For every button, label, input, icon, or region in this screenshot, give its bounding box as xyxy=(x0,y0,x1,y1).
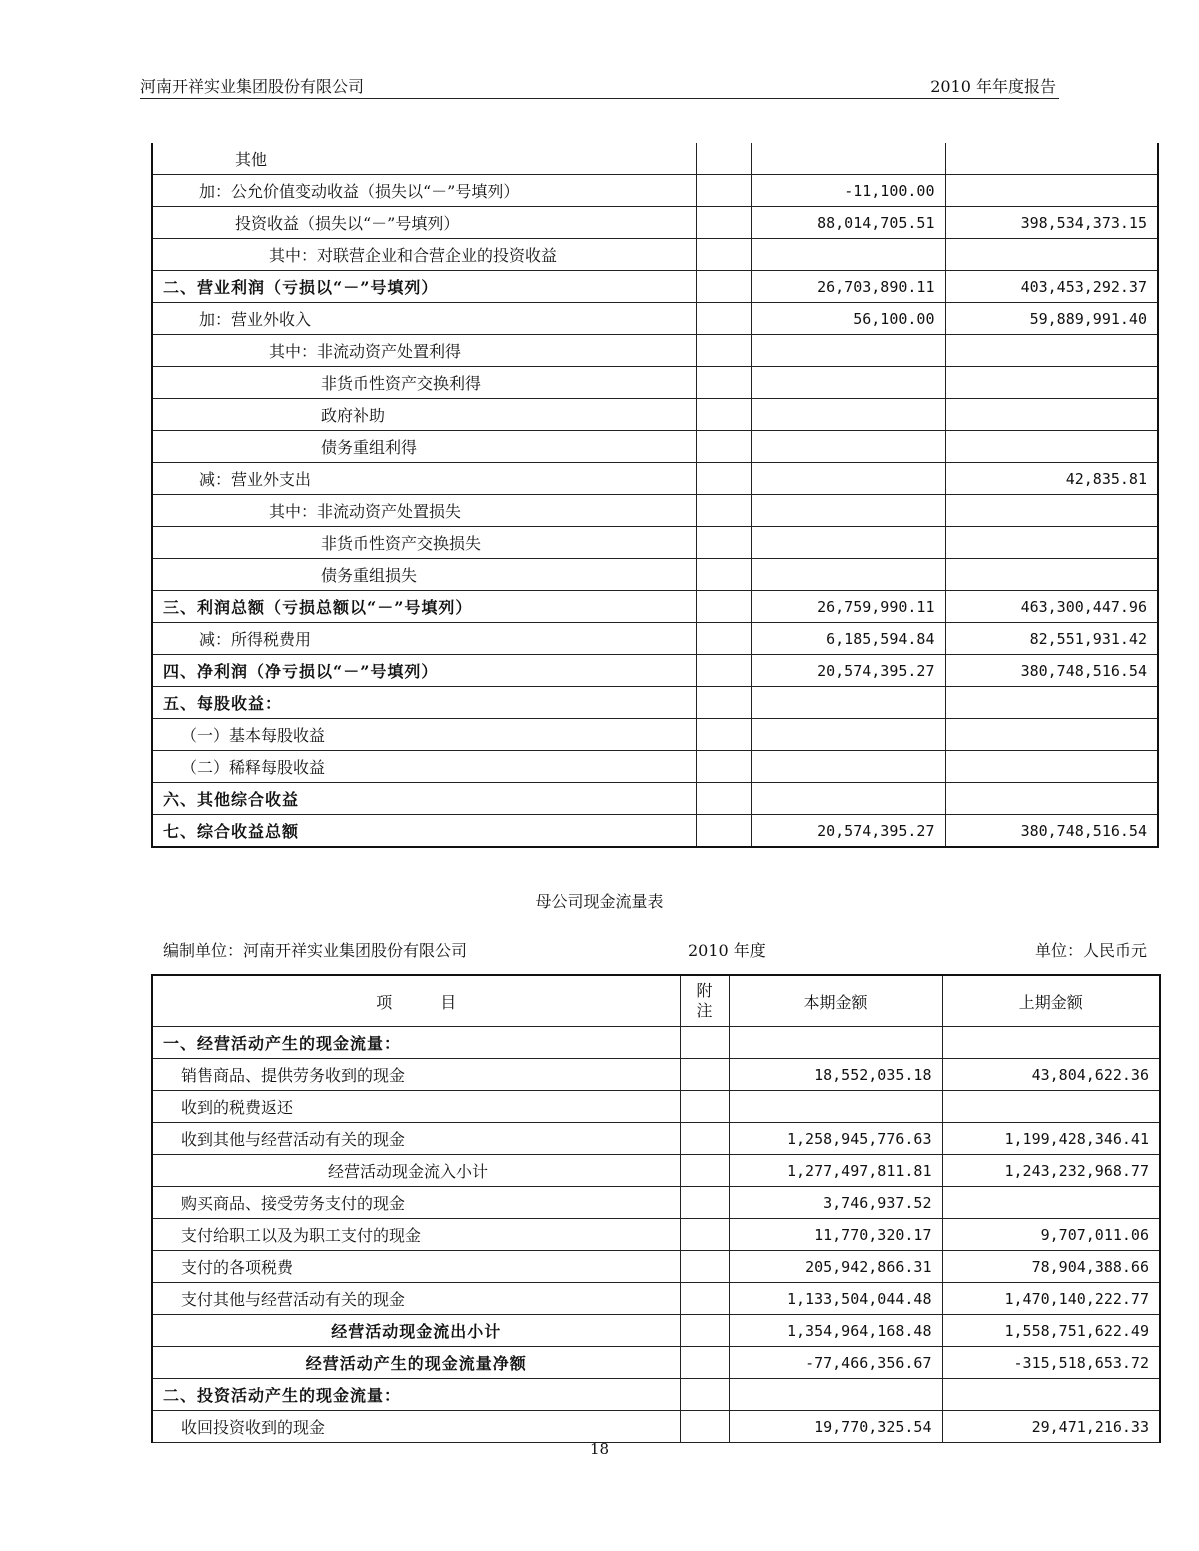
row-prior xyxy=(942,1027,1160,1059)
row-note xyxy=(680,1123,729,1155)
row-label: （一）基本每股收益 xyxy=(152,719,696,751)
row-label: 其他 xyxy=(152,143,696,175)
table-row xyxy=(152,463,1158,495)
row-label: 经营活动产生的现金流量净额 xyxy=(152,1347,680,1379)
cashflow-preparer: 编制单位：河南开祥实业集团股份有限公司 xyxy=(163,941,468,960)
row-label: 一、经营活动产生的现金流量： xyxy=(152,1027,680,1059)
table-row xyxy=(152,175,1158,207)
row-current xyxy=(751,463,945,495)
header-report-title: 2010 年年度报告 xyxy=(930,77,1056,96)
table-row xyxy=(152,1251,1160,1283)
row-label: 政府补助 xyxy=(152,399,696,431)
row-prior: 29,471,216.33 xyxy=(942,1411,1160,1443)
row-note xyxy=(696,399,751,431)
row-note xyxy=(680,1379,729,1411)
row-note xyxy=(680,1059,729,1091)
row-note xyxy=(696,527,751,559)
table-row xyxy=(152,367,1158,399)
row-label: 经营活动现金流出小计 xyxy=(152,1315,680,1347)
row-prior: 463,300,447.96 xyxy=(945,591,1158,623)
row-prior xyxy=(945,335,1158,367)
row-prior xyxy=(942,1091,1160,1123)
row-current: 26,703,890.11 xyxy=(751,271,945,303)
row-current xyxy=(751,719,945,751)
row-current: 6,185,594.84 xyxy=(751,623,945,655)
table-row xyxy=(152,783,1158,815)
row-current: 1,133,504,044.48 xyxy=(729,1283,942,1315)
row-label: 收到其他与经营活动有关的现金 xyxy=(152,1123,680,1155)
row-prior: 380,748,516.54 xyxy=(945,815,1158,848)
row-current xyxy=(751,687,945,719)
table-row xyxy=(152,1059,1160,1091)
cashflow-header-row xyxy=(152,975,1160,1027)
row-note xyxy=(696,687,751,719)
row-note xyxy=(696,623,751,655)
page-number: 18 xyxy=(589,1440,610,1458)
table-row xyxy=(152,1187,1160,1219)
row-note xyxy=(680,1091,729,1123)
row-current: 205,942,866.31 xyxy=(729,1251,942,1283)
row-prior xyxy=(942,1379,1160,1411)
row-note xyxy=(696,271,751,303)
row-prior xyxy=(945,367,1158,399)
table-row xyxy=(152,1379,1160,1411)
table-row xyxy=(152,239,1158,271)
row-label: 二、投资活动产生的现金流量： xyxy=(152,1379,680,1411)
row-note xyxy=(696,815,751,848)
table-row xyxy=(152,1347,1160,1379)
header-company: 河南开祥实业集团股份有限公司 xyxy=(140,77,365,96)
table-row xyxy=(152,1411,1160,1443)
header-note-line2: 注 xyxy=(696,1001,713,1020)
row-note xyxy=(680,1347,729,1379)
row-note xyxy=(696,559,751,591)
row-label: 收到的税费返还 xyxy=(152,1091,680,1123)
table-row xyxy=(152,623,1158,655)
table-row xyxy=(152,751,1158,783)
row-prior: -315,518,653.72 xyxy=(942,1347,1160,1379)
header-item: 项 目 xyxy=(152,975,680,1027)
row-label: 五、每股收益： xyxy=(152,687,696,719)
cashflow-body xyxy=(152,975,1160,1443)
row-current: 18,552,035.18 xyxy=(729,1059,942,1091)
row-label: 二、营业利润（亏损以“－”号填列） xyxy=(152,271,696,303)
row-note xyxy=(680,1411,729,1443)
table-row xyxy=(152,719,1158,751)
row-note xyxy=(696,655,751,687)
row-prior xyxy=(945,431,1158,463)
table-row xyxy=(152,1283,1160,1315)
header-note-line1: 附 xyxy=(696,981,713,1000)
row-current: 56,100.00 xyxy=(751,303,945,335)
row-label: 四、净利润（净亏损以“－”号填列） xyxy=(152,655,696,687)
row-current: 26,759,990.11 xyxy=(751,591,945,623)
row-note xyxy=(680,1251,729,1283)
row-prior: 43,804,622.36 xyxy=(942,1059,1160,1091)
row-label: 债务重组利得 xyxy=(152,431,696,463)
cashflow-table xyxy=(151,974,1161,1443)
table-row xyxy=(152,1315,1160,1347)
row-current xyxy=(751,367,945,399)
row-prior xyxy=(945,239,1158,271)
row-prior: 1,558,751,622.49 xyxy=(942,1315,1160,1347)
row-label: （二）稀释每股收益 xyxy=(152,751,696,783)
row-note xyxy=(680,1219,729,1251)
row-label: 非货币性资产交换损失 xyxy=(152,527,696,559)
row-current xyxy=(751,783,945,815)
row-note xyxy=(680,1155,729,1187)
row-current xyxy=(751,399,945,431)
row-current: 19,770,325.54 xyxy=(729,1411,942,1443)
row-note xyxy=(696,719,751,751)
row-label: 非货币性资产交换利得 xyxy=(152,367,696,399)
row-current: -11,100.00 xyxy=(751,175,945,207)
cashflow-title: 母公司现金流量表 xyxy=(535,892,664,911)
row-prior: 9,707,011.06 xyxy=(942,1219,1160,1251)
table-row xyxy=(152,687,1158,719)
table-row xyxy=(152,1219,1160,1251)
row-prior: 398,534,373.15 xyxy=(945,207,1158,239)
table-row xyxy=(152,431,1158,463)
table-row xyxy=(152,815,1158,848)
row-note xyxy=(696,495,751,527)
row-current xyxy=(729,1379,942,1411)
row-prior: 78,904,388.66 xyxy=(942,1251,1160,1283)
row-prior xyxy=(945,783,1158,815)
row-current: 1,258,945,776.63 xyxy=(729,1123,942,1155)
row-current: 1,277,497,811.81 xyxy=(729,1155,942,1187)
cashflow-currency: 单位：人民币元 xyxy=(1034,941,1147,960)
row-label: 购买商品、接受劳务支付的现金 xyxy=(152,1187,680,1219)
row-prior: 403,453,292.37 xyxy=(945,271,1158,303)
row-label: 经营活动现金流入小计 xyxy=(152,1155,680,1187)
row-note xyxy=(696,431,751,463)
row-current xyxy=(751,527,945,559)
row-prior xyxy=(945,687,1158,719)
row-note xyxy=(696,751,751,783)
row-prior: 82,551,931.42 xyxy=(945,623,1158,655)
row-current xyxy=(729,1091,942,1123)
row-prior: 380,748,516.54 xyxy=(945,655,1158,687)
table-row xyxy=(152,527,1158,559)
row-note xyxy=(696,303,751,335)
row-current xyxy=(751,143,945,175)
row-current xyxy=(751,495,945,527)
row-prior xyxy=(945,143,1158,175)
row-note xyxy=(696,143,751,175)
row-current: 11,770,320.17 xyxy=(729,1219,942,1251)
table-row xyxy=(152,655,1158,687)
row-current xyxy=(751,431,945,463)
row-label: 六、其他综合收益 xyxy=(152,783,696,815)
header-current: 本期金额 xyxy=(729,975,942,1027)
row-prior xyxy=(945,495,1158,527)
row-note xyxy=(696,239,751,271)
row-label: 投资收益（损失以“－”号填列） xyxy=(152,207,696,239)
row-label: 三、利润总额（亏损总额以“－”号填列） xyxy=(152,591,696,623)
row-note xyxy=(696,335,751,367)
income-statement-table xyxy=(151,143,1159,848)
table-row xyxy=(152,207,1158,239)
row-current: 88,014,705.51 xyxy=(751,207,945,239)
row-label: 支付给职工以及为职工支付的现金 xyxy=(152,1219,680,1251)
row-prior: 1,243,232,968.77 xyxy=(942,1155,1160,1187)
row-prior xyxy=(945,399,1158,431)
row-label: 七、综合收益总额 xyxy=(152,815,696,848)
table-row xyxy=(152,271,1158,303)
row-note xyxy=(696,463,751,495)
row-prior: 59,889,991.40 xyxy=(945,303,1158,335)
header-divider xyxy=(140,98,1059,99)
table-row xyxy=(152,303,1158,335)
row-prior xyxy=(945,175,1158,207)
row-current: 3,746,937.52 xyxy=(729,1187,942,1219)
row-note xyxy=(680,1315,729,1347)
table-row xyxy=(152,1123,1160,1155)
row-current: 20,574,395.27 xyxy=(751,655,945,687)
row-note xyxy=(680,1283,729,1315)
row-note xyxy=(696,207,751,239)
row-label: 销售商品、提供劳务收到的现金 xyxy=(152,1059,680,1091)
row-prior: 1,199,428,346.41 xyxy=(942,1123,1160,1155)
row-note xyxy=(696,783,751,815)
table-row xyxy=(152,143,1158,175)
row-label: 加：营业外收入 xyxy=(152,303,696,335)
income-statement-body xyxy=(152,143,1158,847)
table-row xyxy=(152,399,1158,431)
table-row xyxy=(152,1091,1160,1123)
row-current: -77,466,356.67 xyxy=(729,1347,942,1379)
row-label: 支付其他与经营活动有关的现金 xyxy=(152,1283,680,1315)
row-prior: 1,470,140,222.77 xyxy=(942,1283,1160,1315)
header-prior: 上期金额 xyxy=(942,975,1160,1027)
row-current: 20,574,395.27 xyxy=(751,815,945,848)
row-prior xyxy=(945,719,1158,751)
row-note xyxy=(680,1187,729,1219)
row-note xyxy=(696,591,751,623)
table-row xyxy=(152,1155,1160,1187)
table-row xyxy=(152,591,1158,623)
row-prior: 42,835.81 xyxy=(945,463,1158,495)
row-current xyxy=(729,1027,942,1059)
row-label: 减：营业外支出 xyxy=(152,463,696,495)
row-label: 减：所得税费用 xyxy=(152,623,696,655)
row-prior xyxy=(945,527,1158,559)
row-current xyxy=(751,239,945,271)
row-current: 1,354,964,168.48 xyxy=(729,1315,942,1347)
row-current xyxy=(751,559,945,591)
row-prior xyxy=(942,1187,1160,1219)
row-label: 其中：非流动资产处置损失 xyxy=(152,495,696,527)
row-current xyxy=(751,751,945,783)
row-label: 加：公允价值变动收益（损失以“－”号填列） xyxy=(152,175,696,207)
row-label: 债务重组损失 xyxy=(152,559,696,591)
row-prior xyxy=(945,559,1158,591)
row-note xyxy=(696,175,751,207)
row-label: 支付的各项税费 xyxy=(152,1251,680,1283)
row-label: 其中：对联营企业和合营企业的投资收益 xyxy=(152,239,696,271)
row-note xyxy=(696,367,751,399)
table-row xyxy=(152,495,1158,527)
table-row xyxy=(152,1027,1160,1059)
row-label: 收回投资收到的现金 xyxy=(152,1411,680,1443)
row-note xyxy=(680,1027,729,1059)
table-row xyxy=(152,559,1158,591)
row-current xyxy=(751,335,945,367)
header-note xyxy=(680,975,729,1027)
cashflow-period: 2010 年度 xyxy=(688,941,766,960)
row-label: 其中：非流动资产处置利得 xyxy=(152,335,696,367)
table-row xyxy=(152,335,1158,367)
row-prior xyxy=(945,751,1158,783)
